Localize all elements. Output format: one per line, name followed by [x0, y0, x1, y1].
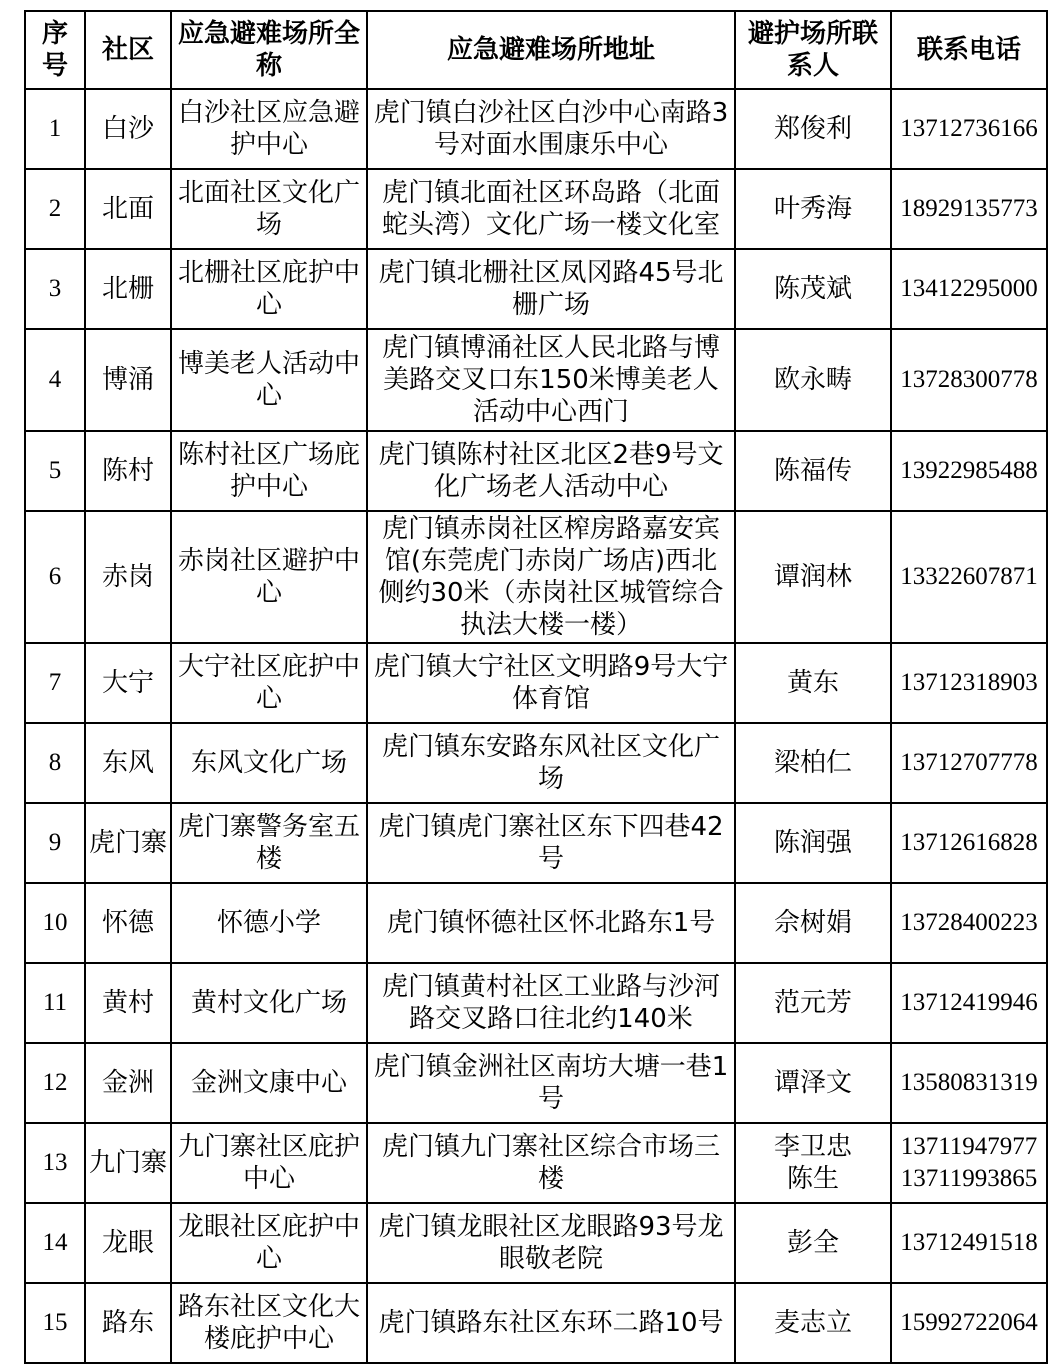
table-row: [25, 963, 1047, 1043]
row-community: 赤岗: [85, 511, 171, 643]
row-no: 15: [25, 1283, 85, 1363]
row-shelter-name: 九门寨社区庇护中心: [171, 1123, 367, 1203]
row-phone: [891, 1123, 1047, 1203]
row-community: 黄村: [85, 963, 171, 1043]
row-no: 3: [25, 249, 85, 329]
row-contact: 叶秀海: [735, 169, 891, 249]
table-row: [25, 329, 1047, 431]
row-phone: 18929135773: [891, 169, 1047, 249]
row-contact: 范元芳: [735, 963, 891, 1043]
row-phone: 13712736166: [891, 89, 1047, 169]
header-address: 应急避难场所地址: [367, 11, 735, 89]
header-no: 序号: [25, 11, 85, 89]
row-community: 龙眼: [85, 1203, 171, 1283]
row-address: 虎门镇龙眼社区龙眼路93号龙眼敬老院: [367, 1203, 735, 1283]
row-contact: 麦志立: [735, 1283, 891, 1363]
row-community: 金洲: [85, 1043, 171, 1123]
row-no: 2: [25, 169, 85, 249]
row-shelter-name: 白沙社区应急避护中心: [171, 89, 367, 169]
row-address: 虎门镇金洲社区南坊大塘一巷1号: [367, 1043, 735, 1123]
row-phone: 13712419946: [891, 963, 1047, 1043]
table-row: [25, 803, 1047, 883]
row-no: 4: [25, 329, 85, 431]
row-no: 9: [25, 803, 85, 883]
row-phone-primary: 13711947977: [900, 1133, 1038, 1160]
row-no: 6: [25, 511, 85, 643]
row-community: 东风: [85, 723, 171, 803]
row-community: 大宁: [85, 643, 171, 723]
row-contact: 佘树娟: [735, 883, 891, 963]
row-community: 博涌: [85, 329, 171, 431]
row-phone: 13712491518: [891, 1203, 1047, 1283]
row-contact-primary: 李卫忠: [773, 1132, 852, 1162]
table-row: [25, 249, 1047, 329]
row-phone: 13712318903: [891, 643, 1047, 723]
table-row: [25, 883, 1047, 963]
row-address: 虎门镇陈村社区北区2巷9号文化广场老人活动中心: [367, 431, 735, 511]
shelter-table: [24, 10, 1048, 1364]
row-shelter-name: 虎门寨警务室五楼: [171, 803, 367, 883]
row-no: 12: [25, 1043, 85, 1123]
row-shelter-name: 陈村社区广场庇护中心: [171, 431, 367, 511]
row-community: 九门寨: [85, 1123, 171, 1203]
row-phone: 13322607871: [891, 511, 1047, 643]
row-address: 虎门镇东安路东风社区文化广场: [367, 723, 735, 803]
row-contact: [735, 1123, 891, 1203]
header-contact: 避护场所联系人: [735, 11, 891, 89]
header-community: 社区: [85, 11, 171, 89]
row-community: 北栅: [85, 249, 171, 329]
row-community: 北面: [85, 169, 171, 249]
table-row: [25, 1043, 1047, 1123]
row-contact: 欧永畴: [735, 329, 891, 431]
row-phone: 13412295000: [891, 249, 1047, 329]
row-shelter-name: 大宁社区庇护中心: [171, 643, 367, 723]
row-contact: 陈福传: [735, 431, 891, 511]
table-row: [25, 1123, 1047, 1203]
row-address: 虎门镇黄村社区工业路与沙河路交叉路口往北约140米: [367, 963, 735, 1043]
table-row: [25, 89, 1047, 169]
row-address: 虎门镇赤岗社区榨房路嘉安宾馆(东莞虎门赤岗广场店)西北侧约30米（赤岗社区城管综合执法大楼一楼）: [367, 511, 735, 643]
row-contact: 陈茂斌: [735, 249, 891, 329]
row-address: 虎门镇博涌社区人民北路与博美路交叉口东150米博美老人活动中心西门: [367, 329, 735, 431]
row-phone: 13580831319: [891, 1043, 1047, 1123]
table-row: [25, 431, 1047, 511]
row-no: 5: [25, 431, 85, 511]
row-phone: 13712616828: [891, 803, 1047, 883]
row-address: 虎门镇北栅社区凤冈路45号北栅广场: [367, 249, 735, 329]
row-shelter-name: 黄村文化广场: [171, 963, 367, 1043]
header-shelter-name: 应急避难场所全称: [171, 11, 367, 89]
row-shelter-name: 路东社区文化大楼庇护中心: [171, 1283, 367, 1363]
row-no: 14: [25, 1203, 85, 1283]
row-shelter-name: 东风文化广场: [171, 723, 367, 803]
row-contact-secondary: 陈生: [786, 1164, 839, 1194]
row-no: 13: [25, 1123, 85, 1203]
header-phone: 联系电话: [891, 11, 1047, 89]
row-no: 11: [25, 963, 85, 1043]
row-shelter-name: 赤岗社区避护中心: [171, 511, 367, 643]
row-contact: 谭泽文: [735, 1043, 891, 1123]
table-row: [25, 1203, 1047, 1283]
row-shelter-name: 金洲文康中心: [171, 1043, 367, 1123]
row-address: 虎门镇虎门寨社区东下四巷42号: [367, 803, 735, 883]
row-no: 1: [25, 89, 85, 169]
row-phone: 13728300778: [891, 329, 1047, 431]
row-community: 陈村: [85, 431, 171, 511]
row-community: 怀德: [85, 883, 171, 963]
row-address: 虎门镇怀德社区怀北路东1号: [367, 883, 735, 963]
row-address: 虎门镇路东社区东环二路10号: [367, 1283, 735, 1363]
row-address: 虎门镇大宁社区文明路9号大宁体育馆: [367, 643, 735, 723]
row-address: 虎门镇白沙社区白沙中心南路3号对面水围康乐中心: [367, 89, 735, 169]
row-phone-secondary: 13711993865: [900, 1165, 1038, 1192]
row-no: 10: [25, 883, 85, 963]
header-row: [25, 11, 1047, 89]
table-row: [25, 643, 1047, 723]
table-row: [25, 723, 1047, 803]
table-row: [25, 169, 1047, 249]
row-shelter-name: 北栅社区庇护中心: [171, 249, 367, 329]
row-shelter-name: 北面社区文化广场: [171, 169, 367, 249]
table-row: [25, 511, 1047, 643]
row-contact: 郑俊利: [735, 89, 891, 169]
row-contact: 陈润强: [735, 803, 891, 883]
table-row: [25, 1283, 1047, 1363]
row-contact: 彭全: [735, 1203, 891, 1283]
row-phone: 15992722064: [891, 1283, 1047, 1363]
row-address: 虎门镇九门寨社区综合市场三楼: [367, 1123, 735, 1203]
row-shelter-name: 博美老人活动中心: [171, 329, 367, 431]
row-contact: 黄东: [735, 643, 891, 723]
row-contact: 谭润林: [735, 511, 891, 643]
row-no: 8: [25, 723, 85, 803]
shelter-table-container: [24, 10, 1048, 1364]
row-phone: 13728400223: [891, 883, 1047, 963]
row-community: 路东: [85, 1283, 171, 1363]
row-community: 虎门寨: [85, 803, 171, 883]
row-shelter-name: 龙眼社区庇护中心: [171, 1203, 367, 1283]
row-address: 虎门镇北面社区环岛路（北面蛇头湾）文化广场一楼文化室: [367, 169, 735, 249]
row-no: 7: [25, 643, 85, 723]
row-shelter-name: 怀德小学: [171, 883, 367, 963]
row-contact: 梁柏仁: [735, 723, 891, 803]
row-phone: 13712707778: [891, 723, 1047, 803]
row-community: 白沙: [85, 89, 171, 169]
row-phone: 13922985488: [891, 431, 1047, 511]
